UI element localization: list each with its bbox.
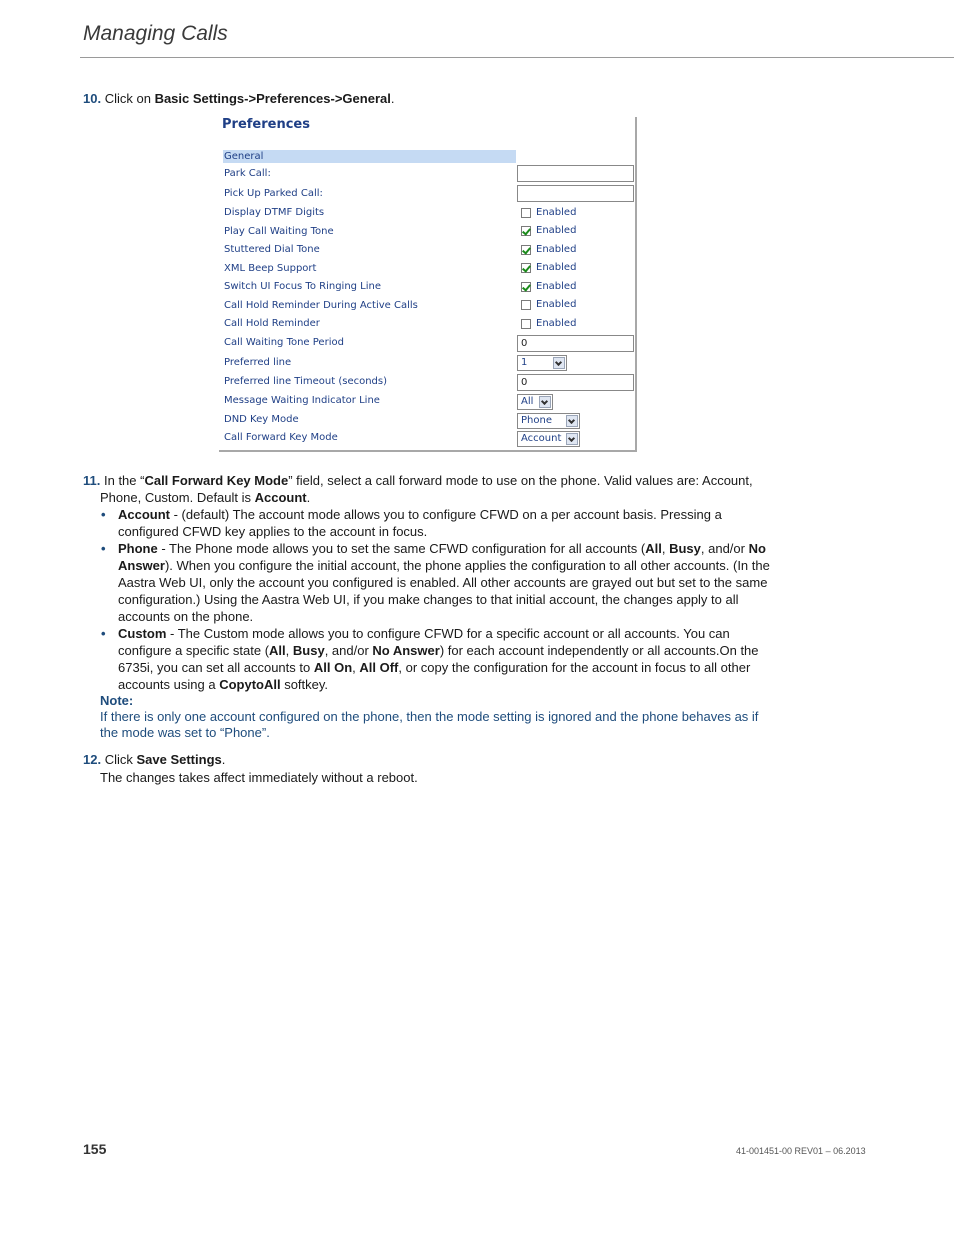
text: Click: [104, 752, 137, 767]
enabled-label: Enabled: [536, 281, 577, 292]
text: ) for each account independently or all accounts.On the 6735i, you can set all accounts to: [118, 643, 759, 675]
label-xml-beep: XML Beep Support: [224, 263, 317, 274]
enabled-label: Enabled: [536, 244, 577, 255]
note-text: If there is only one account configured on the phone, then the mode setting is ignored and the phone behaves as if the mode was set to “Phone”.: [100, 709, 759, 740]
preferred-line-timeout-input[interactable]: 0: [517, 374, 634, 391]
mwi-line-value: All: [521, 396, 534, 407]
term: All Off: [359, 660, 399, 675]
cfwd-key-mode-select[interactable]: [517, 431, 580, 447]
text: , and/or: [700, 541, 749, 556]
hold-reminder-checkbox[interactable]: [521, 319, 531, 329]
text: .: [221, 752, 226, 767]
label-call-waiting-tone: Play Call Waiting Tone: [224, 226, 334, 237]
label-cfwd-key-mode: Call Forward Key Mode: [224, 432, 338, 443]
label-display-dtmf: Display DTMF Digits: [224, 207, 325, 218]
general-section-header: General: [223, 150, 516, 163]
enabled-label: Enabled: [536, 318, 577, 329]
step-10: [83, 90, 394, 107]
field-name: Call Forward Key Mode: [144, 473, 289, 488]
mode-list: [100, 506, 773, 693]
label-mwi-line: Message Waiting Indicator Line: [224, 395, 380, 406]
preferred-line-select[interactable]: [517, 355, 567, 371]
label-preferred-line-timeout: Preferred line Timeout (seconds): [224, 376, 388, 387]
step-number: 11.: [83, 473, 101, 488]
text: ,: [661, 541, 670, 556]
menu-path: Basic Settings->Preferences->General: [154, 91, 391, 106]
note-label: Note:: [100, 693, 134, 708]
display-dtmf-checkbox[interactable]: [521, 208, 531, 218]
step-number: 10.: [83, 91, 102, 106]
text: ,: [352, 660, 360, 675]
header-rule: [80, 57, 954, 58]
label-cwt-period: Call Waiting Tone Period: [224, 337, 344, 348]
list-item-phone: [100, 540, 773, 625]
term: Busy: [669, 541, 701, 556]
term: Account: [118, 507, 170, 522]
hold-reminder-active-option[interactable]: [521, 299, 576, 310]
enabled-label: Enabled: [536, 299, 577, 310]
term: No Answer: [118, 541, 766, 573]
chevron-down-icon: [553, 357, 565, 369]
action-name: Save Settings: [136, 752, 222, 767]
step-11-intro: [83, 472, 773, 506]
enabled-label: Enabled: [536, 225, 577, 236]
text: ,: [285, 643, 293, 658]
call-waiting-tone-checkbox[interactable]: [521, 226, 531, 236]
default-value: Account: [254, 490, 307, 505]
text: , or copy the configuration for the account in focus to all other accounts using a: [118, 660, 751, 692]
term: All: [269, 643, 286, 658]
step-text: Click on: [104, 91, 155, 106]
term: Custom: [118, 626, 167, 641]
preferences-panel: [219, 117, 637, 452]
label-dnd-key-mode: DND Key Mode: [224, 414, 299, 425]
call-waiting-tone-option[interactable]: [521, 225, 576, 236]
label-stuttered-dial-tone: Stuttered Dial Tone: [224, 244, 320, 255]
term: CopytoAll: [219, 677, 281, 692]
step-text-end: .: [390, 91, 395, 106]
chevron-down-icon: [566, 433, 578, 445]
text: softkey.: [280, 677, 329, 692]
term: Phone: [118, 541, 158, 556]
switch-ui-focus-option[interactable]: [521, 281, 576, 292]
text: ). When you configure the initial account, the phone applies the configuration to all other accounts. (In the Aastra Web UI, only the account you configured is enabled. All other accounts are grayed out but set to the same configuration.) Using the Aastra Web UI, if you make changes to that initial account, the changes apply to all accounts on the phone.: [118, 558, 770, 624]
text: - The Custom mode allows you to configure CFWD for a specific account or all accounts. You can configure a specific state (: [118, 626, 730, 658]
label-switch-ui-focus: Switch UI Focus To Ringing Line: [224, 281, 382, 292]
term: All: [645, 541, 662, 556]
xml-beep-option[interactable]: [521, 262, 576, 273]
stuttered-dial-tone-option[interactable]: [521, 244, 576, 255]
label-preferred-line: Preferred line: [224, 357, 292, 368]
note-block: [100, 693, 773, 741]
text: , and/or: [324, 643, 373, 658]
label-park-call: Park Call:: [224, 168, 271, 179]
dnd-key-mode-value: Phone: [521, 415, 552, 426]
term: Busy: [292, 643, 325, 658]
label-hold-reminder: Call Hold Reminder: [224, 318, 320, 329]
text: ” field, select a call forward mode to use on the phone. Valid values are: Account, Phone, Custom. Default is: [100, 473, 753, 505]
label-hold-reminder-active: Call Hold Reminder During Active Calls: [224, 300, 418, 311]
label-pickup-parked-call: Pick Up Parked Call:: [224, 188, 323, 199]
preferred-line-value: 1: [521, 357, 528, 368]
hold-reminder-active-checkbox[interactable]: [521, 300, 531, 310]
page-header-title: Managing Calls: [83, 22, 228, 45]
mwi-line-select[interactable]: [517, 394, 553, 410]
document-id: 41-001451-00 REV01 – 06.2013: [736, 1146, 866, 1156]
park-call-input[interactable]: [517, 165, 634, 182]
switch-ui-focus-checkbox[interactable]: [521, 282, 531, 292]
term: All On: [313, 660, 353, 675]
text: - The Phone mode allows you to set the same CFWD configuration for all accounts (: [157, 541, 646, 556]
enabled-label: Enabled: [536, 262, 577, 273]
xml-beep-checkbox[interactable]: [521, 263, 531, 273]
enabled-label: Enabled: [536, 207, 577, 218]
step-12-result: The changes takes affect immediately without a reboot.: [100, 770, 418, 785]
step-12: [83, 751, 418, 786]
cfwd-key-mode-value: Account: [521, 433, 562, 444]
text: .: [306, 490, 311, 505]
preferences-title: Preferences: [222, 117, 310, 132]
step-number: 12.: [83, 752, 102, 767]
dnd-key-mode-select[interactable]: [517, 413, 580, 429]
hold-reminder-option[interactable]: [521, 318, 576, 329]
step-11: [83, 472, 773, 741]
text: In the “: [103, 473, 145, 488]
pickup-parked-call-input[interactable]: [517, 185, 634, 202]
list-item-custom: [100, 625, 773, 693]
list-item-account: [100, 506, 773, 540]
chevron-down-icon: [566, 415, 578, 427]
page-number: 155: [83, 1141, 107, 1157]
step-12-line: [83, 751, 418, 768]
stuttered-dial-tone-checkbox[interactable]: [521, 245, 531, 255]
chevron-down-icon: [539, 396, 551, 408]
text: - (default) The account mode allows you to configure CFWD on a per account basis. Pressing a configured CFWD key applies to the account in focus.: [118, 507, 722, 539]
cwt-period-input[interactable]: 0: [517, 335, 634, 352]
term: No Answer: [372, 643, 440, 658]
display-dtmf-option[interactable]: [521, 207, 576, 218]
